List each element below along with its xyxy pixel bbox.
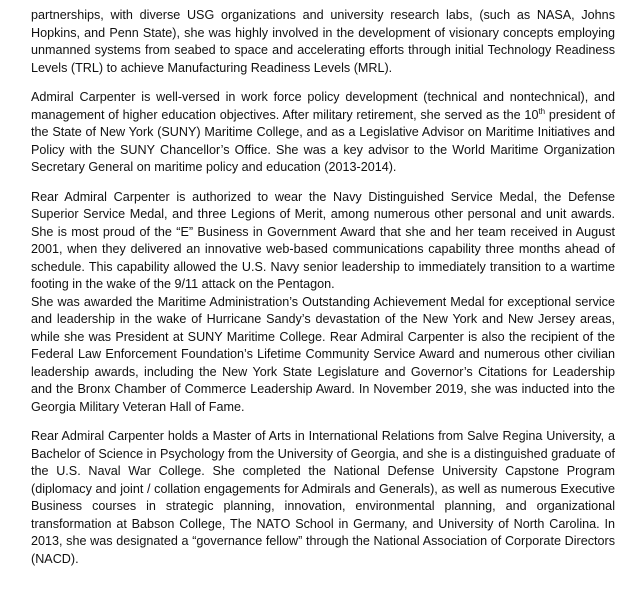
ordinal-superscript: th: [538, 106, 546, 116]
paragraph-maritime-medal: She was awarded the Maritime Administration’s Outstanding Achievement Medal for exceptional service and leadership in the wake of Hurricane Sandy’s devastation of the New York and New Jersey areas, while she was President at SUNY Maritime College. Rear Admiral Carpenter is also the recipient of the Federal Law Enforcement Foundation’s Lifetime Community Service Award and numerous other civilian leadership awards, including the New York State Legislature and Governor’s Citations for Leadership and the Bronx Chamber of Commerce Leadership Award. In November 2019, she was inducted into the Georgia Military Veteran Hall of Fame.: [31, 294, 615, 414]
document-page: [31, 7, 615, 568]
paragraph-partnerships: partnerships, with diverse USG organizations and university research labs, (such as NASA, Johns Hopkins, and Penn State), she was highly involved in the development of visionary concepts employing unmanned systems from seabed to space and accelerating efforts through initial Technology Readiness Levels (TRL) to achieve Manufacturing Readiness Levels (MRL).: [31, 8, 615, 75]
paragraph-policy-text-end: president of the State of New York (SUNY) Maritime College, and as a Legislative Advisor on Maritime Initiatives and Policy with the SUNY Chancellor’s Office. She was a key advisor to the World Maritime Organization Secretary General on maritime policy and education (2013-2014).: [31, 107, 616, 174]
paragraph-awards: Rear Admiral Carpenter is authorized to wear the Navy Distinguished Service Medal, the Defense Superior Service Medal, and three Legions of Merit, among numerous other personal and unit awards. She is most proud of the “E” Business in Government Award that she and her team received in August 2001, when they delivered an innovative web-based communications capability three months ahead of schedule. This capability allowed the U.S. Navy senior leadership to immediately transition to a wartime footing in the wake of the 9/11 attack on the Pentagon.: [31, 189, 615, 291]
paragraph-education: Rear Admiral Carpenter holds a Master of Arts in International Relations from Salve Regina University, a Bachelor of Science in Psychology from the University of Georgia, and she is a distinguished graduate of the U.S. Naval War College. She completed the National Defense University Capstone Program (diplomacy and joint / collation engagements for Admirals and Generals), as well as numerous Executive Business courses in strategic planning, innovation, environmental planning, and organizational transformation at Babson College, The NATO School in Germany, and University of North Carolina. In 2013, she was designated a “governance fellow” through the National Association of Corporate Directors (NACD).: [31, 429, 615, 566]
paragraph-policy-text-start: Admiral Carpenter is well-versed in work force policy development (technical and nontechnical), and management of higher education objectives. After military retirement, she served as the 10: [31, 90, 615, 122]
paragraph-policy-development: [31, 89, 615, 177]
